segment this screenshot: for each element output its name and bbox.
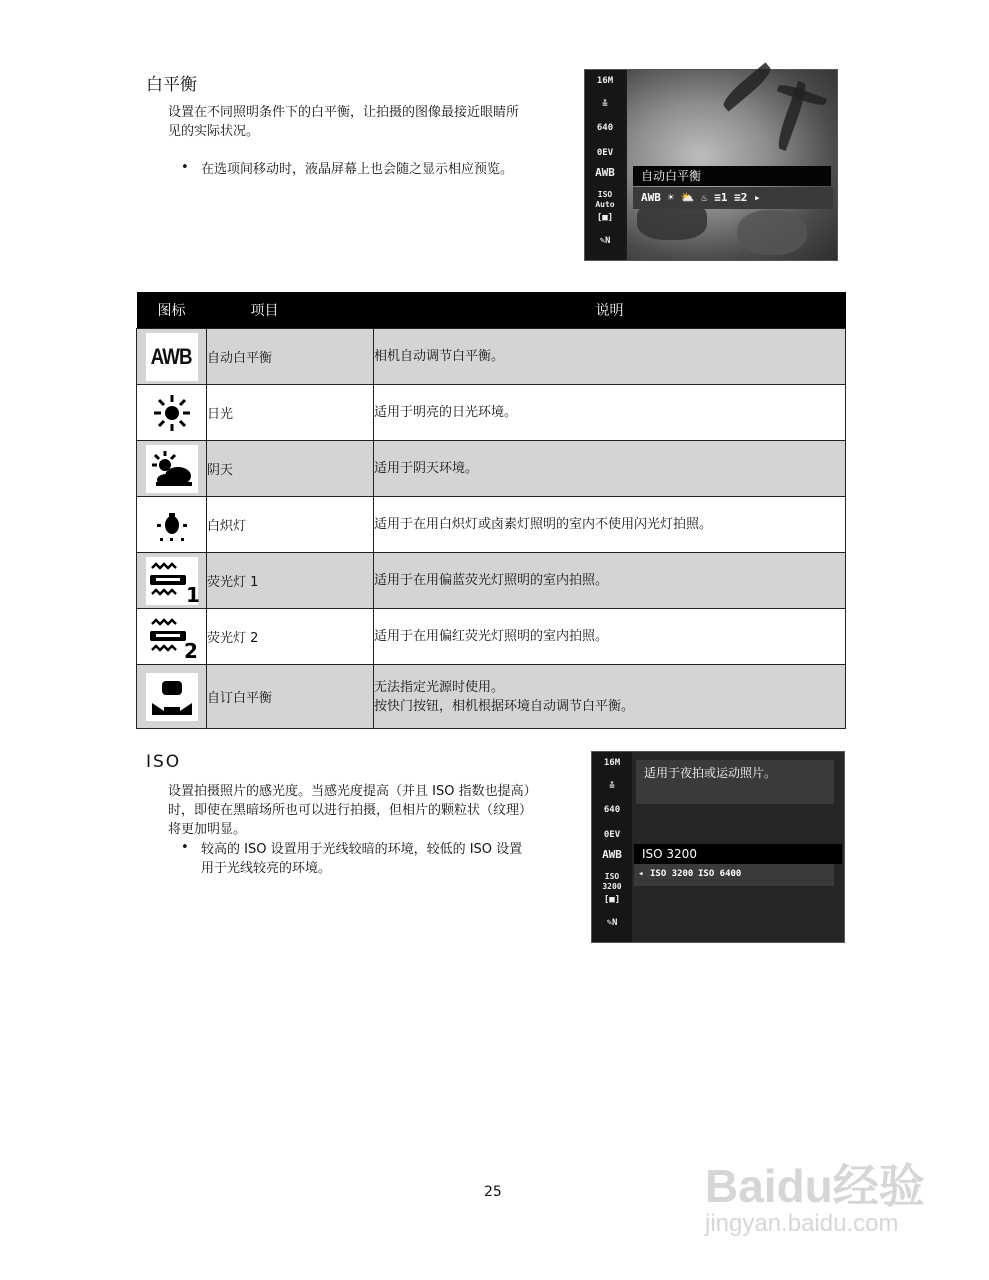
header-item: 项目 [207, 292, 374, 329]
table-row [137, 497, 846, 553]
awb-icon: AWB [146, 333, 198, 381]
table-row [137, 553, 846, 609]
row-description: 相机自动调节白平衡。 [374, 329, 846, 385]
row-name: 白炽灯 [207, 497, 374, 553]
iso-selected-value: ISO 3200 [634, 844, 842, 864]
fluorescent-2-icon [146, 613, 198, 661]
row-description [374, 665, 846, 729]
wb-menu-title: 自动白平衡 [633, 166, 831, 186]
header-description: 说明 [374, 292, 846, 329]
awb-icon: AWB [602, 848, 622, 861]
awb-icon: AWB [595, 166, 615, 179]
row-name: 阴天 [207, 441, 374, 497]
iso-paragraph-line1: 设置拍摄照片的感光度。当感光度提高（并且 ISO 指数也提高） [168, 784, 537, 799]
row-description: 适用于在用白炽灯或卤素灯照明的室内不使用闪光灯拍照。 [374, 497, 846, 553]
row-description-line2: 按快门按钮，相机根据环境自动调节白平衡。 [374, 698, 635, 714]
table-row [137, 665, 846, 729]
section-title-white-balance: 白平衡 [146, 75, 197, 95]
row-name: 自订白平衡 [207, 665, 374, 729]
quality-icon: ≛ [602, 100, 608, 110]
metering-icon: [■] [596, 213, 614, 223]
left-arrow-icon: ◂ [638, 869, 644, 879]
camera-screen-white-balance [584, 69, 838, 261]
camera-side-menu [585, 70, 625, 260]
video-640-icon: 640 [596, 123, 614, 133]
table-row [137, 441, 846, 497]
cloudy-icon [146, 445, 198, 493]
table-row [137, 609, 846, 665]
row-name: 荧光灯 1 [207, 553, 374, 609]
quality-icon: ≛ [609, 782, 615, 792]
incandescent-bulb-icon [146, 501, 198, 549]
bullet-dot: • [181, 160, 189, 175]
sun-icon [146, 389, 198, 437]
row-description-line1: 无法指定光源时使用。 [374, 679, 505, 695]
row-description: 适用于在用偏蓝荧光灯照明的室内拍照。 [374, 553, 846, 609]
color-effect-icon: ✎N [599, 236, 611, 246]
iso-option-3200: ISO 3200 [650, 869, 694, 879]
camera-side-menu [592, 752, 632, 942]
bullet-dot: • [181, 840, 189, 855]
svg-text:1: 1 [185, 582, 200, 607]
video-640-icon: 640 [603, 805, 621, 815]
iso-bullet-line1: 较高的 ISO 设置用于光线较暗的环境，较低的 ISO 设置 [201, 842, 523, 857]
preview-photo [627, 70, 837, 260]
iso-option-6400: ISO 6400 [698, 869, 742, 879]
iso-options-bar [634, 864, 834, 886]
fluorescent-1-icon [146, 557, 198, 605]
row-description: 适用于阴天环境。 [374, 441, 846, 497]
resolution-16m-icon: 16M [603, 758, 621, 768]
iso-bullet-line2: 用于光线较亮的环境。 [201, 861, 332, 876]
section-title-iso: ISO [146, 752, 182, 772]
iso-tip-box: 适用于夜拍或运动照片。 [636, 760, 834, 804]
wb-bullet-text: 在选项间移动时，液晶屏幕上也会随之显示相应预览。 [201, 162, 514, 177]
watermark-url: jingyan.baidu.com [705, 1210, 899, 1237]
row-name: 荧光灯 2 [207, 609, 374, 665]
exposure-icon: 0EV [596, 148, 614, 158]
custom-wb-icon [146, 673, 198, 721]
wb-description-line2: 见的实际状况。 [168, 124, 260, 139]
page-number: 25 [484, 1184, 502, 1200]
wb-description-line1: 设置在不同照明条件下的白平衡，让拍摄的图像最接近眼睛所 [168, 105, 520, 120]
camera-screen-iso [591, 751, 845, 943]
watermark-logo: Baidu经验 [705, 1160, 925, 1212]
wb-menu-options: AWB ☀ ⛅ ♨ ≡1 ≡2 ▸ [633, 187, 833, 209]
white-balance-table [136, 292, 846, 729]
iso-auto-icon: ISO Auto [595, 190, 615, 209]
row-description: 适用于明亮的日光环境。 [374, 385, 846, 441]
iso-3200-icon: ISO 3200 [602, 872, 622, 891]
iso-paragraph-line3: 将更加明显。 [168, 822, 247, 837]
header-icon: 图标 [137, 292, 207, 329]
row-description: 适用于在用偏红荧光灯照明的室内拍照。 [374, 609, 846, 665]
resolution-16m-icon: 16M [596, 76, 614, 86]
row-name: 自动白平衡 [207, 329, 374, 385]
iso-paragraph-line2: 时，即使在黑暗场所也可以进行拍摄，但相片的颗粒状（纹理） [168, 803, 533, 818]
table-row [137, 329, 846, 385]
table-row [137, 385, 846, 441]
svg-text:2: 2 [183, 638, 198, 663]
exposure-icon: 0EV [603, 830, 621, 840]
color-effect-icon: ✎N [606, 918, 618, 928]
row-name: 日光 [207, 385, 374, 441]
metering-icon: [■] [603, 895, 621, 905]
